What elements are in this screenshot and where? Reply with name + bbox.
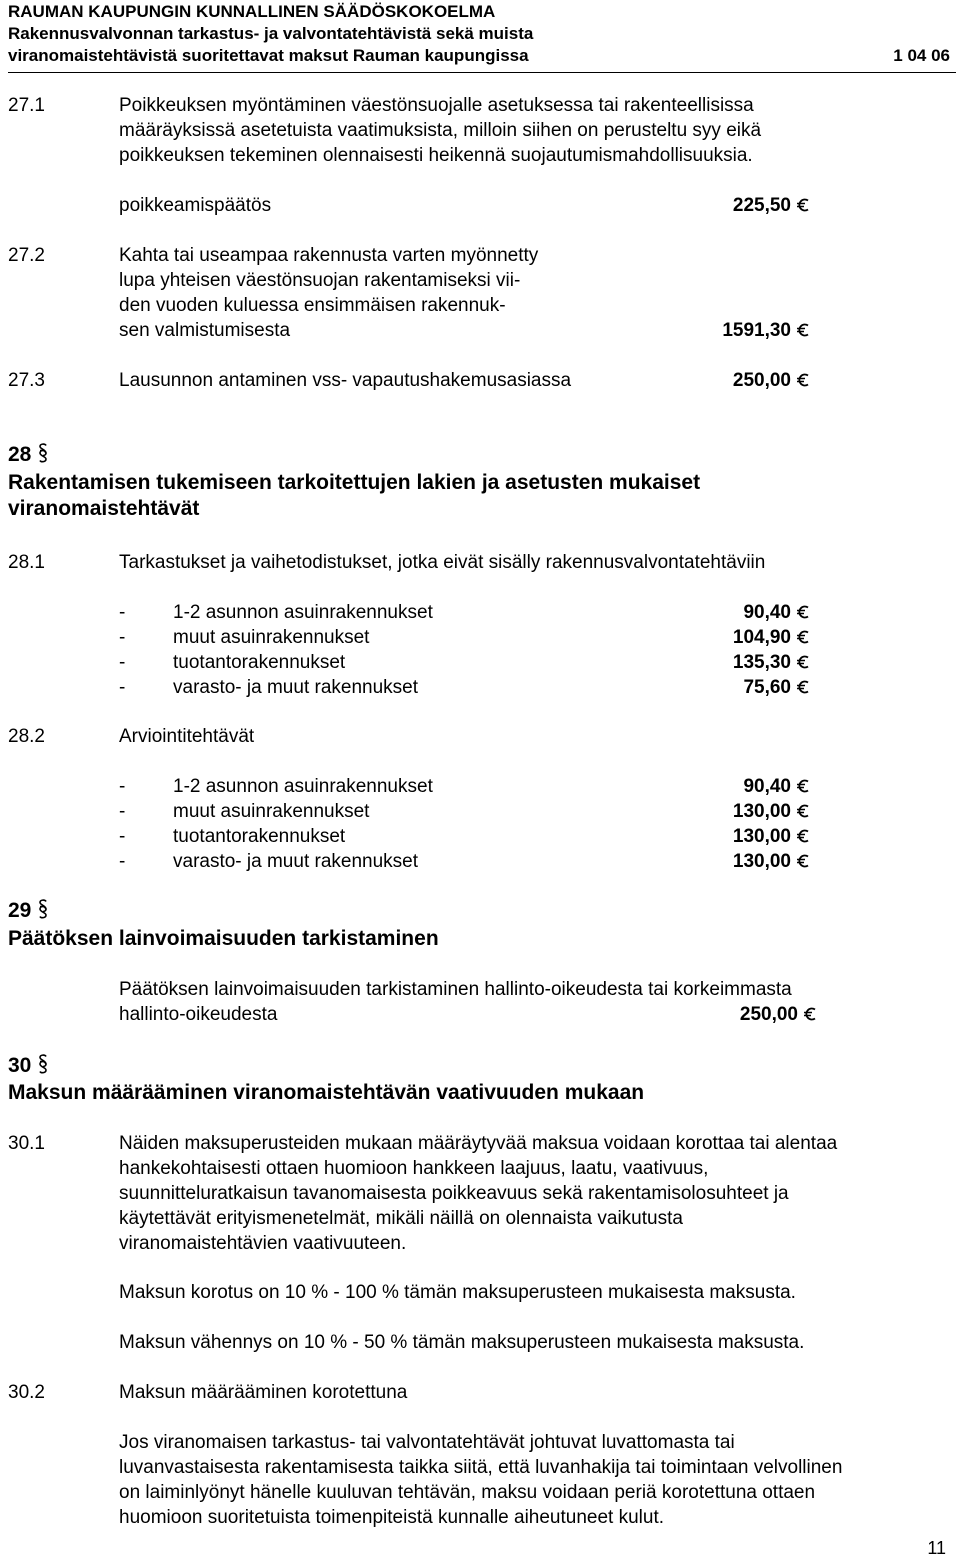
section-30-2-line: huomioon suoritetuista toimenpiteistä kunnalle aiheutuneet kulut. <box>119 1507 665 1528</box>
section-sign-icon <box>37 898 49 920</box>
list-dash: - <box>119 826 126 847</box>
section-30-1-line: Näiden maksuperusteiden mukaan määräytyvää maksua voidaan korottaa tai alentaa <box>119 1133 838 1154</box>
list-item-label: varasto- ja muut rakennukset <box>173 677 419 698</box>
list-item-label: muut asuinrakennukset <box>173 801 370 822</box>
list-dash: - <box>119 602 126 623</box>
section-27-1-line: poikkeuksen tekeminen olennaisesti heikennä suojautumismahdollisuuksia. <box>119 145 753 166</box>
section-sign-icon <box>37 442 49 464</box>
fee-amount: 90,40 <box>743 600 810 625</box>
euro-icon <box>796 804 810 818</box>
section-28-title-line: Rakentamisen tukemiseen tarkoitettujen lakien ja asetusten mukaiset <box>8 471 701 494</box>
section-28-1-number: 28.1 <box>8 552 45 573</box>
list-item-label: 1-2 asunnon asuinrakennukset <box>173 602 433 623</box>
section-30-1-line: hankekohtaisesti ottaen huomioon hankkeen laajuus, laatu, vaativuus, <box>119 1158 709 1179</box>
fee-label-poikkeamispaatos: poikkeamispäätös <box>119 195 272 216</box>
header-org: RAUMAN KAUPUNGIN KUNNALLINEN SÄÄDÖSKOKOELMA <box>8 2 496 21</box>
section-30-number: 30 <box>8 1054 32 1077</box>
list-dash: - <box>119 677 126 698</box>
section-28-heading <box>8 442 49 468</box>
list-item-label: tuotantorakennukset <box>173 826 346 847</box>
section-30-2-text: Maksun määrääminen korotettuna <box>119 1382 408 1403</box>
section-28-title-line: viranomaistehtävät <box>8 497 200 520</box>
section-27-2-number: 27.2 <box>8 245 45 266</box>
section-27-1-number: 27.1 <box>8 95 45 116</box>
euro-icon <box>796 630 810 644</box>
section-27-2-line: sen valmistumisesta <box>119 320 291 341</box>
fee-amount: 1591,30 <box>722 318 810 343</box>
section-29-title: Päätöksen lainvoimaisuuden tarkistaminen <box>8 927 439 950</box>
section-28-2-number: 28.2 <box>8 726 45 747</box>
section-27-3-number: 27.3 <box>8 370 45 391</box>
section-30-2-line: luvanvastaisesta rakentamisesta taikka siitä, että luvanhakija tai toimintaan velvollinen <box>119 1457 843 1478</box>
header-doc-code: 1 04 06 <box>893 46 950 65</box>
section-30-1-number: 30.1 <box>8 1133 45 1154</box>
fee-amount: 225,50 <box>733 193 810 218</box>
list-dash: - <box>119 851 126 872</box>
list-item-label: 1-2 asunnon asuinrakennukset <box>173 776 433 797</box>
list-dash: - <box>119 776 126 797</box>
header-rule <box>8 72 956 73</box>
section-29-heading <box>8 898 49 924</box>
section-27-1-line: Poikkeuksen myöntäminen väestönsuojalle asetuksessa tai rakenteellisissa <box>119 95 754 116</box>
section-29-line: hallinto-oikeudesta <box>119 1004 278 1025</box>
page-number: 11 <box>927 1538 946 1558</box>
euro-icon <box>796 323 810 337</box>
euro-icon <box>796 605 810 619</box>
header-title-line2: viranomaistehtävistä suoritettavat maksut Rauman kaupungissa <box>8 46 529 65</box>
fee-amount: 90,40 <box>743 774 810 799</box>
section-27-2-line: Kahta tai useampaa rakennusta varten myönnetty <box>119 245 539 266</box>
list-item-label: tuotantorakennukset <box>173 652 346 673</box>
euro-icon <box>796 680 810 694</box>
fee-amount: 250,00 <box>733 368 810 393</box>
fee-amount: 75,60 <box>743 675 810 700</box>
header-title-line1: Rakennusvalvonnan tarkastus- ja valvontatehtävistä sekä muista <box>8 24 534 43</box>
section-30-title: Maksun määrääminen viranomaistehtävän vaativuuden mukaan <box>8 1081 645 1104</box>
section-30-2-line: Jos viranomaisen tarkastus- tai valvontatehtävät johtuvat luvattomasta tai <box>119 1432 735 1453</box>
list-item-label: muut asuinrakennukset <box>173 627 370 648</box>
section-30-1-line: käytettävät erityismenetelmät, mikäli näillä on olennaista vaikutusta <box>119 1208 683 1229</box>
section-29-line: Päätöksen lainvoimaisuuden tarkistaminen hallinto-oikeudesta tai korkeimmasta <box>119 979 792 1000</box>
section-30-2-line: on laiminlyönyt hänelle kuuluvan tehtävän, maksu voidaan periä korotettuna ottaen <box>119 1482 816 1503</box>
euro-icon <box>796 373 810 387</box>
euro-icon <box>796 854 810 868</box>
fee-amount: 250,00 <box>740 1002 817 1027</box>
section-sign-icon <box>37 1053 49 1075</box>
list-dash: - <box>119 801 126 822</box>
section-30-2-number: 30.2 <box>8 1382 45 1403</box>
section-28-1-text: Tarkastukset ja vaihetodistukset, jotka eivät sisälly rakennusvalvontatehtäviin <box>119 552 766 573</box>
section-30-1-lower: Maksun vähennys on 10 % - 50 % tämän maksuperusteen mukaisesta maksusta. <box>119 1332 805 1353</box>
euro-icon <box>796 779 810 793</box>
section-28-2-text: Arviointitehtävät <box>119 726 255 747</box>
list-item-label: varasto- ja muut rakennukset <box>173 851 419 872</box>
section-30-1-line: viranomaistehtävien vaativuuteen. <box>119 1233 407 1254</box>
euro-icon <box>796 829 810 843</box>
section-30-heading <box>8 1053 49 1079</box>
section-28-number: 28 <box>8 443 32 466</box>
fee-amount: 130,00 <box>733 799 810 824</box>
fee-amount: 104,90 <box>733 625 810 650</box>
fee-amount: 130,00 <box>733 849 810 874</box>
fee-amount: 135,30 <box>733 650 810 675</box>
section-27-2-line: den vuoden kuluessa ensimmäisen rakennuk- <box>119 295 506 316</box>
euro-icon <box>796 655 810 669</box>
section-29-number: 29 <box>8 899 32 922</box>
section-30-1-raise: Maksun korotus on 10 % - 100 % tämän maksuperusteen mukaisesta maksusta. <box>119 1282 796 1303</box>
list-dash: - <box>119 652 126 673</box>
section-27-1-line: määräyksissä asetetuista vaatimuksista, milloin siihen on perusteltu syy eikä <box>119 120 762 141</box>
euro-icon <box>803 1007 817 1021</box>
list-dash: - <box>119 627 126 648</box>
fee-amount: 130,00 <box>733 824 810 849</box>
section-30-1-line: suunnitteluratkaisun tavanomaisesta poikkeavuus sekä rakentamisolosuhteet ja <box>119 1183 789 1204</box>
section-27-3-text: Lausunnon antaminen vss- vapautushakemusasiassa <box>119 370 572 391</box>
section-27-2-line: lupa yhteisen väestönsuojan rakentamiseksi vii- <box>119 270 521 291</box>
euro-icon <box>796 198 810 212</box>
